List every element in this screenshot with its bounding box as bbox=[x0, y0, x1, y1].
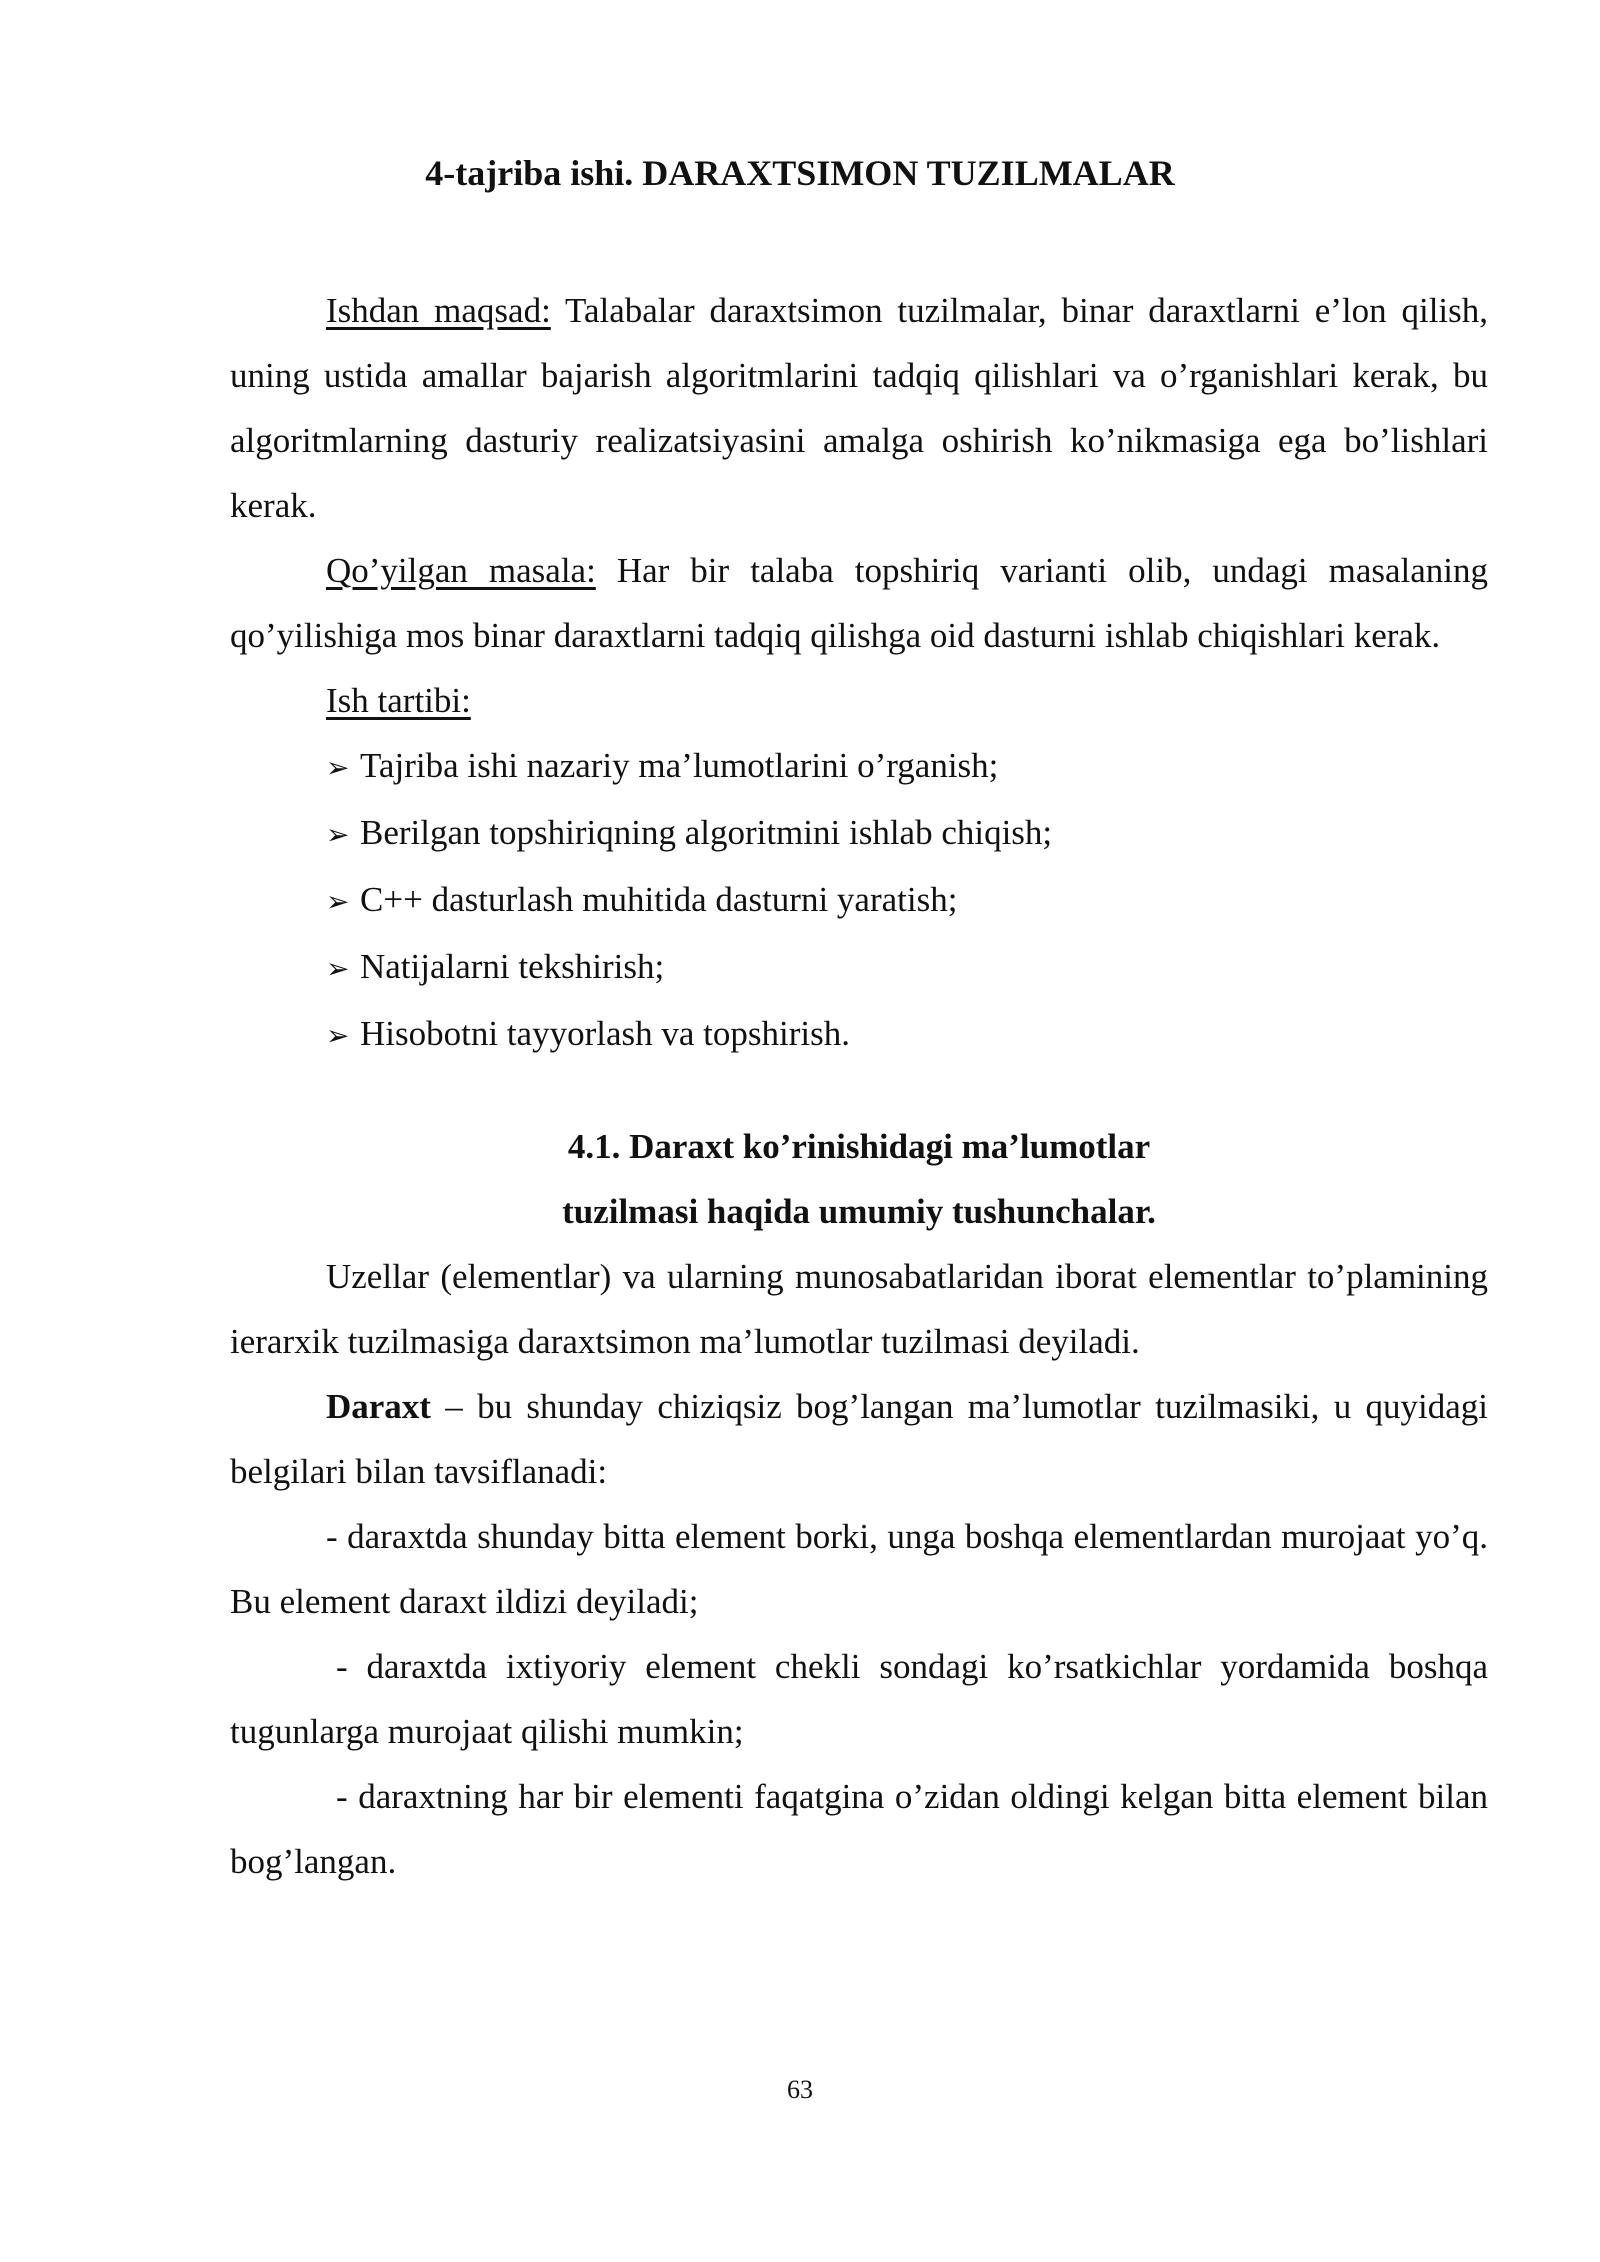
task-label: Qo’yilgan masala: bbox=[326, 551, 596, 590]
arrowhead-bullet-icon: ➢ bbox=[326, 818, 350, 851]
page-title: 4-tajriba ishi. DARAXTSIMON TUZILMALAR bbox=[425, 153, 1175, 193]
definition-term: Daraxt bbox=[326, 1387, 431, 1426]
purpose-text: Talabalar daraxtsimon tuzilmalar, binar daraxtlarni e’lon qilish, uning ustida amallar bajarish algoritmlarini tadqiq qilishlari va o’rganishlari kerak, bu algoritmlarning dasturiy realizatsiyasini amalga oshirish ko’nikmasiga ega bo’lishlari kerak. bbox=[230, 291, 1489, 525]
list-item bbox=[230, 867, 1488, 934]
list-item bbox=[230, 1001, 1488, 1068]
purpose-paragraph bbox=[230, 278, 1488, 538]
definition-text: – bu shunday chiziqsiz bog’langan ma’lumotlar tuzilmasiki, u quyidagi belgilari bilan tavsiflanadi: bbox=[230, 1387, 1488, 1491]
section-heading-line-2: tuzilmasi haqida umumiy tushunchalar. bbox=[562, 1192, 1156, 1231]
property-paragraph: - daraxtda shunday bitta element borki, unga boshqa elementlardan murojaat yo’q. Bu element daraxt ildizi deyiladi; bbox=[230, 1517, 1488, 1621]
list-item-text: Hisobotni tayyorlash va topshirish. bbox=[360, 1014, 850, 1053]
section-heading-line-1: 4.1. Daraxt ko’rinishidagi ma’lumotlar bbox=[567, 1127, 1151, 1166]
list-item bbox=[230, 733, 1488, 800]
list-item bbox=[230, 800, 1488, 867]
list-item-text: Tajriba ishi nazariy ma’lumotlarini o’rganish; bbox=[360, 746, 999, 785]
document-body bbox=[230, 278, 1488, 1894]
property-paragraph: - daraxtning har bir elementi faqatgina o’zidan oldingi kelgan bitta element bilan bog’langan. bbox=[230, 1777, 1488, 1881]
arrowhead-bullet-icon: ➢ bbox=[326, 751, 350, 784]
task-paragraph bbox=[230, 538, 1488, 668]
order-heading bbox=[230, 668, 1488, 733]
page-number: 63 bbox=[787, 2075, 813, 2104]
intro-paragraph: Uzellar (elementlar) va ularning munosabatlaridan iborat elementlar to’plamining ierarxik tuzilmasiga daraxtsimon ma’lumotlar tuzilmasi deyiladi. bbox=[230, 1257, 1488, 1361]
arrowhead-bullet-icon: ➢ bbox=[326, 885, 350, 918]
list-item-text: Natijalarni tekshirish; bbox=[360, 947, 665, 986]
list-item-text: C++ dasturlash muhitida dasturni yaratish; bbox=[360, 880, 958, 919]
arrowhead-bullet-icon: ➢ bbox=[326, 952, 350, 985]
task-text: Har bir talaba topshiriq varianti olib, undagi masalaning qo’yilishiga mos binar daraxtlarni tadqiq qilishga oid dasturni ishlab chiqishlari kerak. bbox=[230, 551, 1488, 655]
order-label: Ish tartibi: bbox=[326, 681, 471, 720]
list-item bbox=[230, 934, 1488, 1001]
property-paragraph: - daraxtda ixtiyoriy element chekli sondagi ko’rsatkichlar yordamida boshqa tugunlarga murojaat qilishi mumkin; bbox=[230, 1647, 1488, 1751]
definition-paragraph bbox=[230, 1374, 1488, 1504]
list-item-text: Berilgan topshiriqning algoritmini ishlab chiqish; bbox=[360, 813, 1053, 852]
arrowhead-bullet-icon: ➢ bbox=[326, 1019, 350, 1052]
purpose-label: Ishdan maqsad: bbox=[326, 291, 551, 330]
